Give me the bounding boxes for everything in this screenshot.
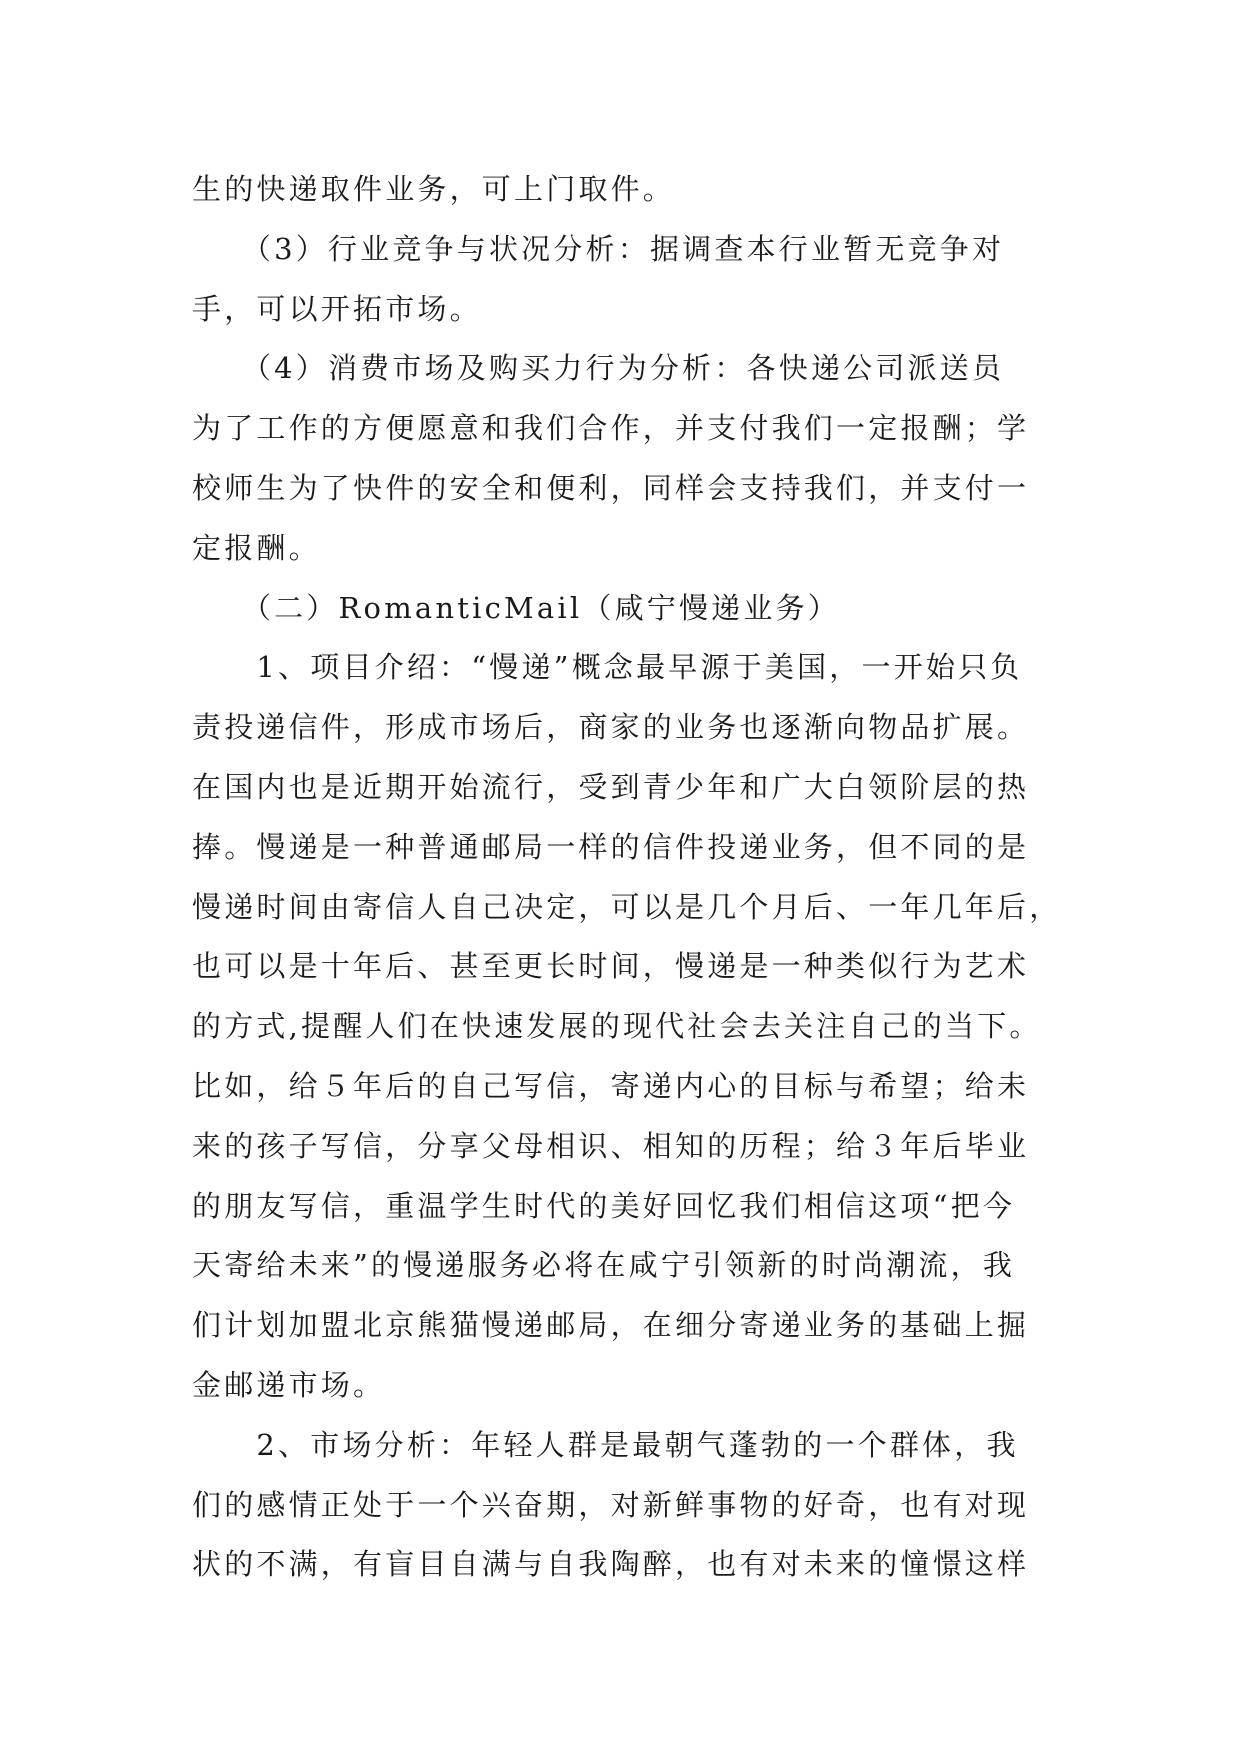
- text-line: 比如，给５年后的自己写信，寄递内心的目标与希望；给未: [192, 1068, 1030, 1103]
- text-line: 在国内也是近期开始流行，受到青少年和广大白领阶层的热: [192, 769, 1030, 804]
- text-line: 状的不满，有盲目自满与自我陶醉，也有对未来的憧憬这样: [192, 1547, 1030, 1582]
- text-line: 天寄给未来”的慢递服务必将在咸宁引领新的时尚潮流，我: [192, 1248, 1016, 1283]
- text-line: 们计划加盟北京熊猫慢递邮局，在细分寄递业务的基础上掘: [192, 1308, 1030, 1343]
- text-line: 生的快递取件业务，可上门取件。: [192, 172, 676, 206]
- text-line: 责投递信件，形成市场后，商家的业务也逐渐向物品扩展。: [192, 710, 1030, 745]
- text-line: （4）消费市场及购买力行为分析：各快递公司派送员: [192, 351, 1005, 386]
- text-line: 1、项目介绍：“慢递”概念最早源于美国，一开始只负: [192, 650, 1023, 685]
- text-line: 也可以是十年后、甚至更长时间，慢递是一种类似行为艺术: [192, 949, 1030, 984]
- text-line: 们的感情正处于一个兴奋期，对新鲜事物的好奇，也有对现: [192, 1487, 1030, 1522]
- text-line: 的方式,提醒人们在快速发展的现代社会去关注自己的当下。: [192, 1009, 1042, 1044]
- text-line: （3）行业竞争与状况分析：据调查本行业暂无竞争对: [192, 231, 1005, 266]
- text-line: 的朋友写信，重温学生时代的美好回忆我们相信这项“把今: [192, 1188, 1016, 1223]
- text-line: 金邮递市场。: [192, 1367, 386, 1402]
- document-body: [192, 160, 1062, 1595]
- text-line: 校师生为了快件的安全和便利，同样会支持我们，并支付一: [192, 470, 1030, 505]
- text-line: 手，可以开拓市场。: [192, 291, 482, 326]
- text-line: 捧。慢递是一种普通邮局一样的信件投递业务，但不同的是: [192, 829, 1030, 864]
- section-heading: （二）RomanticMail（咸宁慢递业务）: [192, 590, 840, 625]
- text-line: 慢递时间由寄信人自己决定，可以是几个月后、一年几年后，: [192, 889, 1062, 924]
- text-line: 来的孩子写信，分享父母相识、相知的历程；给３年后毕业: [192, 1128, 1030, 1163]
- text-line: 为了工作的方便愿意和我们合作，并支付我们一定报酬；学: [192, 411, 1030, 446]
- text-line: 2、市场分析：年轻人群是最朝气蓬勃的一个群体，我: [192, 1427, 1019, 1462]
- text-line: 定报酬。: [192, 530, 321, 565]
